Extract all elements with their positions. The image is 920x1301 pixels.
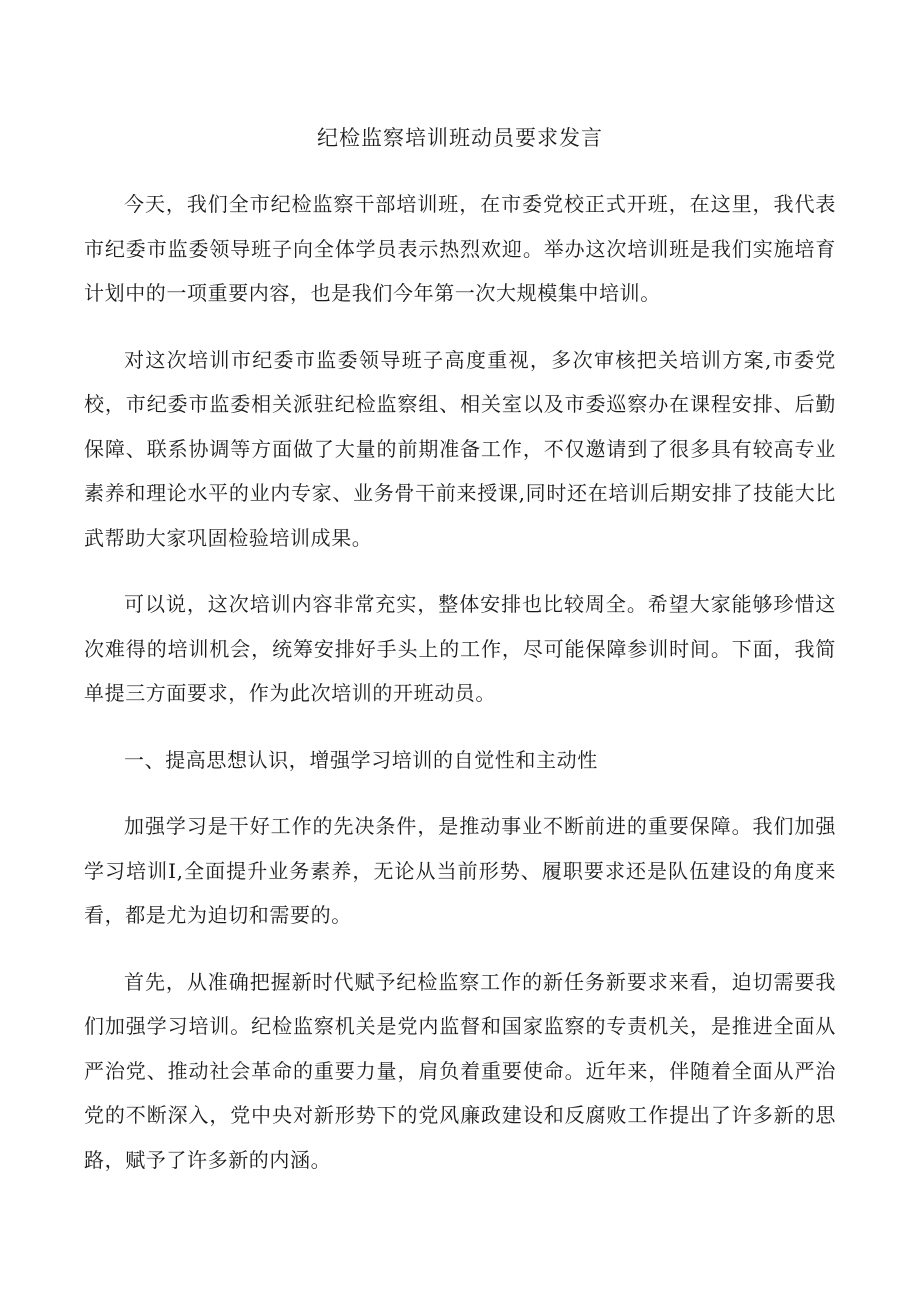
document-title: 纪检监察培训班动员要求发言 bbox=[317, 126, 603, 150]
paragraph-expectations: 可以说，这次培训内容非常充实，整体安排也比较周全。希望大家能够珍惜这次难得的培训机会，统筹安排好手头上的工作，尽可能保障参训时间。下面，我简单提三方面要求，作为此次培训的开班动员。 bbox=[84, 592, 836, 705]
paragraph-opening: 今天，我们全市纪检监察干部培训班，在市委党校正式开班，在这里，我代表市纪委市监委领导班子向全体学员表示热烈欢迎。举办这次培训班是我们实施培育计划中的一项重要内容，也是我们今年第一次大规模集中培训。 bbox=[84, 192, 836, 305]
section-heading-1: 一、提高思想认识，增强学习培训的自觉性和主动性 bbox=[124, 747, 598, 772]
paragraph-first-point: 首先，从准确把握新时代赋予纪检监察工作的新任务新要求来看，迫切需要我们加强学习培训。纪检监察机关是党内监督和国家监察的专责机关，是推进全面从严治党、推动社会革命的重要力量，肩负着重要使命。近年来，伴随着全面从严治党的不断深入，党中央对新形势下的党风廉政建设和反腐败工作提出了许多新的思路，赋予了许多新的内涵。 bbox=[84, 969, 836, 1172]
document-body bbox=[84, 118, 836, 1204]
paragraph-learning-importance: 加强学习是干好工作的先决条件，是推动事业不断前进的重要保障。我们加强学习培训I,全面提升业务素养，无论从当前形势、履职要求还是队伍建设的角度来看，都是尤为迫切和需要的。 bbox=[84, 814, 836, 927]
paragraph-preparation: 对这次培训市纪委市监委领导班子高度重视，多次审核把关培训方案,市委党校，市纪委市监委相关派驻纪检监察组、相关室以及市委巡察办在课程安排、后勤保障、联系协调等方面做了大量的前期准备工作，不仅邀请到了很多具有较高专业素养和理论水平的业内专家、业务骨干前来授课,同时还在培训后期安排了技能大比武帮助大家巩固检验培训成果。 bbox=[84, 347, 836, 550]
